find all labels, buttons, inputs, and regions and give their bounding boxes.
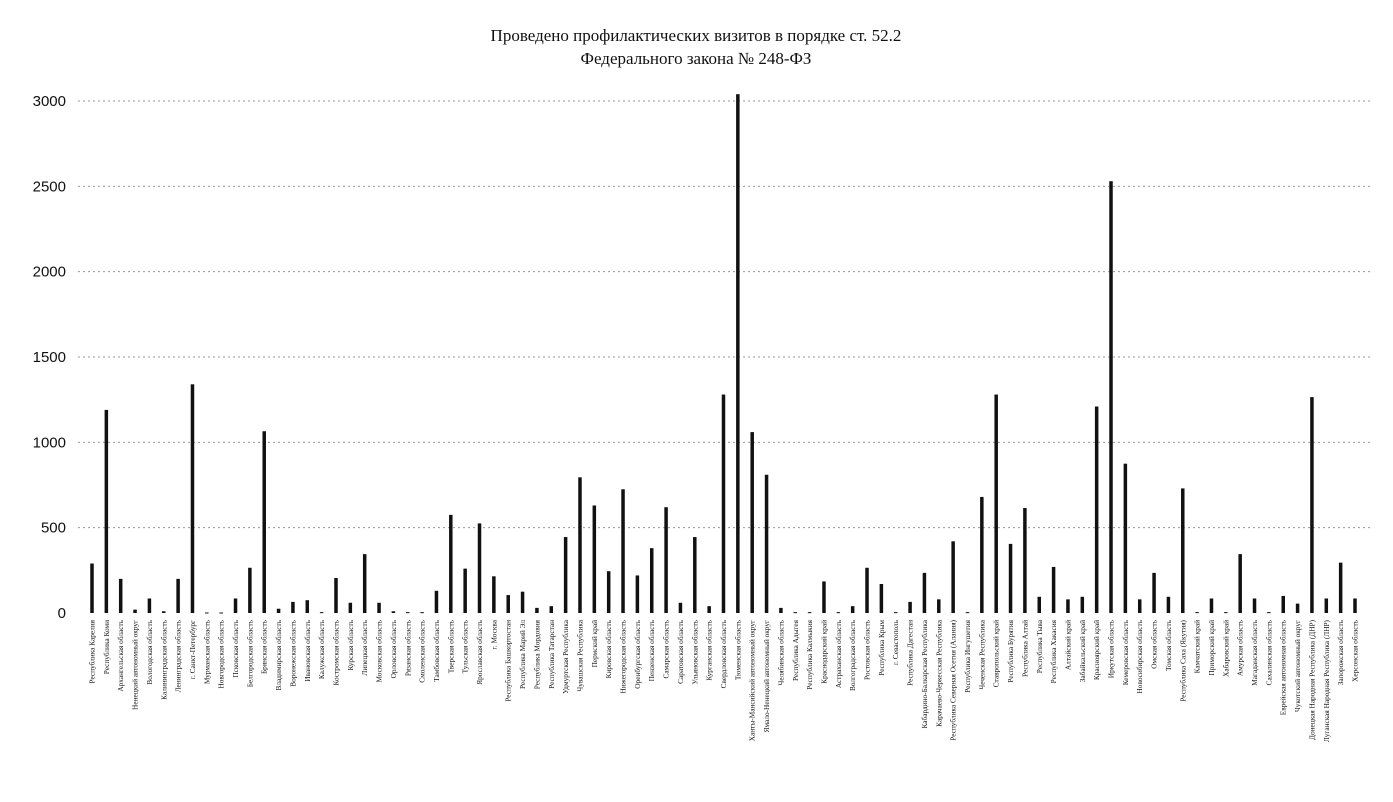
x-tick-label: г. Севастополь <box>891 620 901 666</box>
bar <box>1138 599 1142 613</box>
x-tick-label: Карачаево-Черкесская Республика <box>934 620 944 727</box>
bar <box>980 497 984 613</box>
bar <box>923 573 927 613</box>
x-tick-label: Орловская область <box>388 620 398 679</box>
x-tick-label: Смоленская область <box>417 620 427 683</box>
bar <box>750 432 754 613</box>
x-tick-label: Архангельская область <box>116 620 126 692</box>
x-tick-label: Республика Хакасия <box>1049 620 1059 684</box>
bar <box>1023 508 1027 613</box>
bar <box>521 592 525 613</box>
bar <box>937 599 941 613</box>
x-tick-label: Запорожская область <box>1336 620 1346 686</box>
x-tick-label: Новгородская область <box>216 620 226 689</box>
bar <box>636 575 640 613</box>
bar <box>449 515 453 613</box>
bar <box>951 541 955 613</box>
bar <box>1253 598 1257 613</box>
bar <box>148 598 152 613</box>
bar <box>420 612 424 613</box>
bar <box>808 612 812 613</box>
x-tick-label: Кемеровская область <box>1120 620 1130 686</box>
bar <box>779 608 783 613</box>
y-tick-label: 1500 <box>32 349 66 366</box>
y-axis-ticks <box>33 93 66 622</box>
x-tick-label: Республика Марий Эл <box>518 620 528 690</box>
x-tick-label: Вологодская область <box>144 620 154 685</box>
bar <box>506 595 510 613</box>
bar <box>535 608 539 613</box>
x-tick-label: Рязанская область <box>403 620 413 677</box>
y-tick-label: 1000 <box>32 434 66 452</box>
bar <box>234 598 238 613</box>
bar <box>994 395 998 613</box>
bar <box>1066 599 1070 613</box>
bar <box>880 584 884 613</box>
x-tick-label: Пермский край <box>589 620 599 668</box>
bar <box>1339 563 1343 613</box>
x-tick-label: Камчатский край <box>1192 620 1202 674</box>
x-tick-label: Ленинградская область <box>173 620 183 693</box>
x-tick-label: Калининградская область <box>159 620 169 700</box>
x-tick-label: Новосибирская область <box>1135 620 1145 694</box>
y-tick-label: 0 <box>57 605 66 622</box>
x-tick-label: Амурская область <box>1235 620 1245 677</box>
x-tick-label: Московская область <box>374 620 384 683</box>
bar <box>1353 598 1357 613</box>
x-tick-label: Республика Карелия <box>87 620 97 684</box>
bar <box>736 94 740 613</box>
x-tick-label: Республика Тыва <box>1034 620 1044 674</box>
x-tick-label: Астраханская область <box>833 620 843 689</box>
bar <box>679 603 683 613</box>
x-tick-label: Пензенская область <box>647 620 657 682</box>
bar <box>837 612 841 613</box>
x-tick-label: Волгоградская область <box>848 620 858 692</box>
bar <box>1052 567 1056 613</box>
x-tick-label: Чукотский автономный округ <box>1293 620 1303 713</box>
y-tick-label: 2000 <box>32 263 66 281</box>
y-tick-label: 3000 <box>32 93 66 110</box>
x-tick-label: Псковская область <box>231 620 241 678</box>
x-tick-label: Республика Татарстан <box>546 620 556 689</box>
x-tick-label: Донецкая Народная Республика (ДНР) <box>1307 620 1317 740</box>
bar <box>765 475 769 613</box>
x-tick-label: Республика Башкортостан <box>503 620 513 702</box>
x-tick-label: Республика Дагестан <box>905 620 915 686</box>
x-tick-label: Липецкая область <box>360 620 370 676</box>
x-tick-label: Самарская область <box>661 620 671 679</box>
x-tick-label: Республика Коми <box>101 620 111 675</box>
bar <box>550 606 554 613</box>
x-tick-label: Тамбовская область <box>431 620 441 682</box>
bar <box>248 568 252 613</box>
bar <box>478 523 482 613</box>
bar <box>435 591 439 613</box>
bar <box>363 554 367 613</box>
bar <box>1181 488 1185 613</box>
bar <box>463 569 467 613</box>
x-tick-label: Херсонская область <box>1350 620 1360 682</box>
bar <box>1325 598 1329 613</box>
y-tick-label: 500 <box>40 519 66 537</box>
bar <box>894 612 898 613</box>
bar <box>607 571 611 613</box>
bar <box>1296 604 1300 613</box>
bar <box>176 579 180 613</box>
x-tick-label: Ханты-Мансийский автономный округ <box>747 620 757 742</box>
x-tick-label: Республика Алтай <box>1020 620 1030 677</box>
bar <box>191 384 195 613</box>
bar <box>277 609 281 613</box>
bar <box>1038 597 1042 613</box>
x-tick-label: Ненецкий автономный округ <box>130 620 140 710</box>
bar <box>377 603 381 613</box>
x-tick-label: Забайкальский край <box>1077 620 1087 683</box>
bar <box>593 505 597 613</box>
x-tick-label: Республика Адыгея <box>790 620 800 682</box>
chart-title-line-2: Федерального закона № 248-ФЗ <box>580 49 812 68</box>
x-tick-label: Республика Ингушетия <box>962 620 972 693</box>
bar <box>291 602 295 613</box>
x-tick-label: Сахалинская область <box>1264 620 1274 686</box>
bar <box>133 610 137 613</box>
x-tick-label: Ульяновская область <box>690 620 700 685</box>
bar <box>320 612 324 613</box>
bar <box>722 395 726 613</box>
x-tick-label: Республика Саха (Якутия) <box>1178 620 1188 702</box>
x-tick-label: Владимирская область <box>274 620 284 691</box>
x-tick-label: Омская область <box>1149 620 1159 669</box>
bar <box>262 431 266 613</box>
x-tick-label: Республика Мордовия <box>532 620 542 690</box>
bar <box>219 612 223 613</box>
x-tick-label: Ивановская область <box>302 620 312 682</box>
x-tick-label: Костромская область <box>331 620 341 686</box>
x-tick-label: Ростовская область <box>862 620 872 680</box>
bar <box>392 611 396 613</box>
x-tick-label: г. Москва <box>489 620 499 650</box>
bar <box>578 477 582 613</box>
x-tick-label: Белгородская область <box>245 620 255 688</box>
y-tick-label: 2500 <box>32 178 66 196</box>
bar <box>693 537 697 613</box>
bar <box>1195 612 1199 613</box>
bar <box>1310 397 1314 613</box>
bar <box>1238 554 1242 613</box>
x-tick-label: Курская область <box>345 620 355 671</box>
x-tick-label: Ярославская область <box>475 620 485 685</box>
x-tick-label: Курганская область <box>704 620 714 681</box>
x-tick-label: Брянская область <box>259 620 269 675</box>
bar <box>1009 544 1013 613</box>
x-tick-label: Челябинская область <box>776 620 786 686</box>
x-tick-label: Иркутская область <box>1106 620 1116 679</box>
x-tick-label: Удмуртская Республика <box>561 620 571 694</box>
x-tick-label: Нижегородская область <box>618 620 628 694</box>
bar <box>1095 406 1099 613</box>
bar <box>205 612 209 613</box>
x-tick-label: Тверская область <box>446 620 456 674</box>
bar <box>966 612 970 613</box>
x-tick-label: Оренбургская область <box>632 620 642 689</box>
x-tick-label: Кабардино-Балкарская Республика <box>919 620 929 729</box>
x-tick-label: Республика Северная Осетия (Алания) <box>948 620 958 741</box>
bars <box>90 94 1357 613</box>
bar <box>851 606 855 613</box>
bar <box>1167 597 1171 613</box>
bar <box>1152 573 1156 613</box>
x-tick-label: Саратовская область <box>675 620 685 684</box>
x-tick-label: Еврейская автономная область <box>1278 620 1288 716</box>
bar <box>406 612 410 613</box>
x-tick-label: Красноярский край <box>1092 620 1102 681</box>
bar <box>162 611 166 613</box>
bar <box>1224 612 1228 613</box>
bar <box>90 564 94 613</box>
x-tick-label: Томская область <box>1163 620 1173 671</box>
bar <box>621 489 625 613</box>
bar <box>564 537 568 613</box>
x-tick-label: Воронежская область <box>288 620 298 687</box>
bar <box>1281 596 1285 613</box>
x-tick-label: Республика Крым <box>876 620 886 676</box>
x-tick-label: г. Санкт-Петербург <box>187 620 197 680</box>
bar <box>334 578 338 613</box>
x-axis-labels <box>88 619 1360 742</box>
x-tick-label: Магаданская область <box>1250 620 1260 686</box>
x-tick-label: Хабаровский край <box>1221 620 1231 677</box>
bar <box>1081 597 1085 613</box>
x-tick-label: Луганская Народная Республика (ЛНР) <box>1321 620 1331 743</box>
bar <box>1267 612 1271 613</box>
x-tick-label: Чеченская Республика <box>977 620 987 690</box>
x-tick-label: Алтайский край <box>1063 620 1073 671</box>
x-tick-label: Ставропольский край <box>991 620 1001 688</box>
bar <box>1210 598 1214 613</box>
bar <box>306 600 310 613</box>
x-tick-label: Тульская область <box>460 620 470 674</box>
x-tick-label: Кировская область <box>604 620 614 679</box>
bar <box>1124 464 1128 613</box>
bar <box>822 581 826 613</box>
bar <box>707 606 711 613</box>
x-tick-label: Калужская область <box>317 620 327 680</box>
bar <box>794 612 798 613</box>
bar <box>119 579 123 613</box>
x-tick-label: Республика Бурятия <box>1006 620 1016 683</box>
bar <box>908 602 912 613</box>
bar <box>492 576 496 613</box>
bar <box>650 548 654 613</box>
x-tick-label: Приморский край <box>1206 620 1216 676</box>
x-tick-label: Свердловская область <box>719 620 728 689</box>
bar <box>105 410 109 613</box>
bar <box>865 568 869 613</box>
x-tick-label: Краснодарский край <box>819 620 829 684</box>
x-tick-label: Тюменская область <box>733 620 743 681</box>
bar <box>664 507 668 613</box>
bar <box>349 603 353 613</box>
bar <box>1109 181 1113 613</box>
x-tick-label: Мурманская область <box>202 620 212 685</box>
chart-title-line-1: Проведено профилактических визитов в порядке ст. 52.2 <box>490 26 902 45</box>
x-tick-label: Ямало-Ненецкий автономный округ <box>762 620 772 733</box>
x-tick-label: Республика Калмыкия <box>805 620 815 690</box>
x-tick-label: Чувашская Республика <box>575 620 585 692</box>
